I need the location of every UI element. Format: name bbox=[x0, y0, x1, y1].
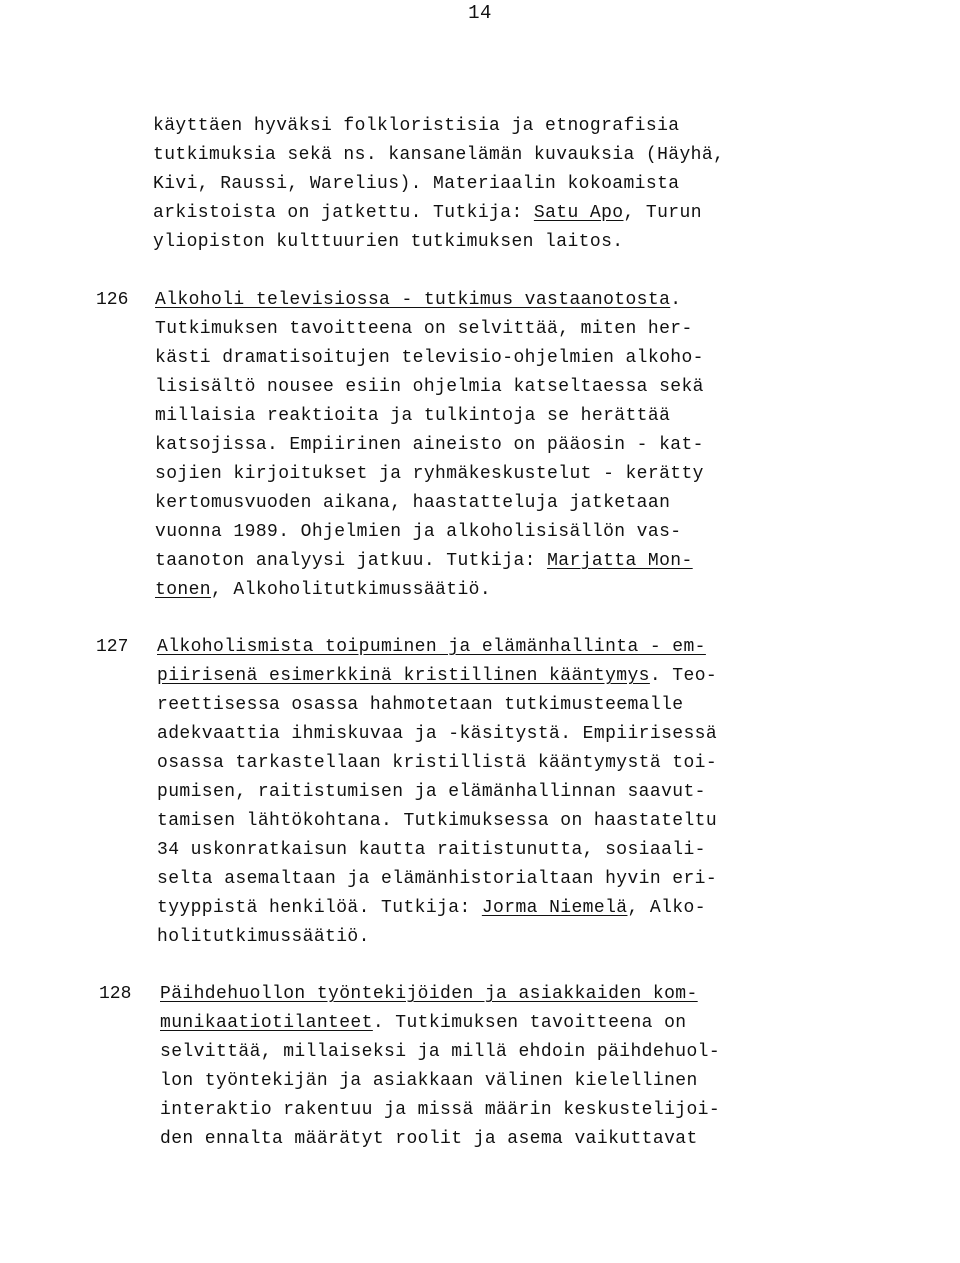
researcher-name: Marjatta Mon- bbox=[547, 551, 693, 571]
entry-title-line bbox=[157, 662, 717, 691]
entry-body-line: 34 uskonratkaisun kautta raitistunutta, sosiaali- bbox=[157, 840, 706, 860]
entry-body-line: selvittää, millaiseksi ja millä ehdoin päihdehuol- bbox=[160, 1042, 721, 1062]
page-number: 14 bbox=[468, 2, 492, 24]
intro-text: , Turun bbox=[623, 203, 702, 223]
researcher-name: Jorma Niemelä bbox=[481, 898, 628, 918]
entry-body-line: Tutkimuksen tavoitteena on selvittää, miten her- bbox=[155, 319, 693, 339]
entry-title-line bbox=[160, 980, 698, 1009]
entry-body-line: lisisältö nousee esiin ohjelmia katseltaessa sekä bbox=[155, 377, 704, 397]
entry-body-line bbox=[155, 547, 693, 576]
entry-title: Alkoholi televisiossa - tutkimus vastaanotosta bbox=[155, 290, 671, 310]
entry-body-line: millaisia reaktioita ja tulkintoja se herättää bbox=[155, 406, 671, 426]
researcher-name: tonen bbox=[155, 580, 212, 600]
entry-number: 128 bbox=[99, 984, 132, 1004]
intro-line: Kivi, Raussi, Warelius). Materiaalin kokoamista bbox=[153, 174, 680, 194]
entry-body-line: reettisessa osassa hahmotetaan tutkimusteemalle bbox=[157, 695, 684, 715]
intro-line bbox=[153, 199, 702, 228]
entry-title: piirisenä esimerkkinä kristillinen kääntymys bbox=[157, 666, 650, 686]
title-punct: . bbox=[670, 290, 682, 310]
entry-number: 126 bbox=[96, 290, 129, 310]
entry-body-line: osassa tarkastellaan kristillistä kääntymystä toi- bbox=[157, 753, 718, 773]
entry-body-line: kertomusvuoden aikana, haastatteluja jatketaan bbox=[155, 493, 671, 513]
entry-body-line bbox=[157, 894, 706, 923]
entry-title: Alkoholismista toipuminen ja elämänhallinta - em- bbox=[157, 637, 706, 657]
researcher-name: Satu Apo bbox=[533, 203, 624, 223]
intro-line: tutkimuksia sekä ns. kansanelämän kuvauksia (Häyhä, bbox=[153, 145, 725, 165]
entry-text: taanoton analyysi jatkuu. Tutkija: bbox=[155, 551, 548, 571]
entry-body-line: holitutkimussäätiö. bbox=[157, 927, 370, 947]
entry-body-line: interaktio rakentuu ja missä määrin keskustelijoi- bbox=[160, 1100, 721, 1120]
entry-body-line: lon työntekijän ja asiakkaan välinen kielellinen bbox=[160, 1071, 698, 1091]
entry-body-line: den ennalta määrätyt roolit ja asema vaikuttavat bbox=[160, 1129, 698, 1149]
affiliation: , Alkoholitutkimussäätiö. bbox=[211, 580, 492, 600]
entry-body-line: pumisen, raitistumisen ja elämänhallinnan saavut- bbox=[157, 782, 706, 802]
title-punct: . bbox=[372, 1013, 385, 1033]
entry-number: 127 bbox=[96, 637, 129, 657]
entry-body-line: selta asemaltaan ja elämänhistorialtaan hyvin eri- bbox=[157, 869, 718, 889]
intro-line: käyttäen hyväksi folkloristisia ja etnografisia bbox=[153, 116, 680, 136]
entry-text: Teo- bbox=[661, 666, 718, 686]
entry-body-line: vuonna 1989. Ohjelmien ja alkoholisisällön vas- bbox=[155, 522, 682, 542]
entry-title: Päihdehuollon työntekijöiden ja asiakkaiden kom- bbox=[160, 984, 698, 1004]
entry-body-line: katsojissa. Empiirinen aineisto on pääosin - kat- bbox=[155, 435, 704, 455]
entry-body-line: tamisen lähtökohtana. Tutkimuksessa on haastateltu bbox=[157, 811, 718, 831]
entry-title-line bbox=[157, 633, 706, 662]
entry-title: munikaatiotilanteet bbox=[160, 1013, 373, 1033]
entry-body-line: sojien kirjoitukset ja ryhmäkeskustelut - kerätty bbox=[155, 464, 704, 484]
entry-text: Tutkimuksen tavoitteena on bbox=[384, 1013, 687, 1033]
entry-text: , Alko- bbox=[627, 898, 706, 918]
entry-body-line: kästi dramatisoitujen televisio-ohjelmien alkoho- bbox=[155, 348, 704, 368]
title-punct: . bbox=[649, 666, 662, 686]
entry-title-line bbox=[155, 286, 681, 315]
entry-text: tyyppistä henkilöä. Tutkija: bbox=[157, 898, 482, 918]
entry-body-line: adekvaattia ihmiskuvaa ja -käsitystä. Empiirisessä bbox=[157, 724, 718, 744]
entry-body-line bbox=[155, 576, 491, 605]
entry-title-line bbox=[160, 1009, 687, 1038]
intro-text: arkistoista on jatkettu. Tutkija: bbox=[153, 203, 534, 223]
intro-line: yliopiston kulttuurien tutkimuksen laitos. bbox=[153, 232, 624, 252]
